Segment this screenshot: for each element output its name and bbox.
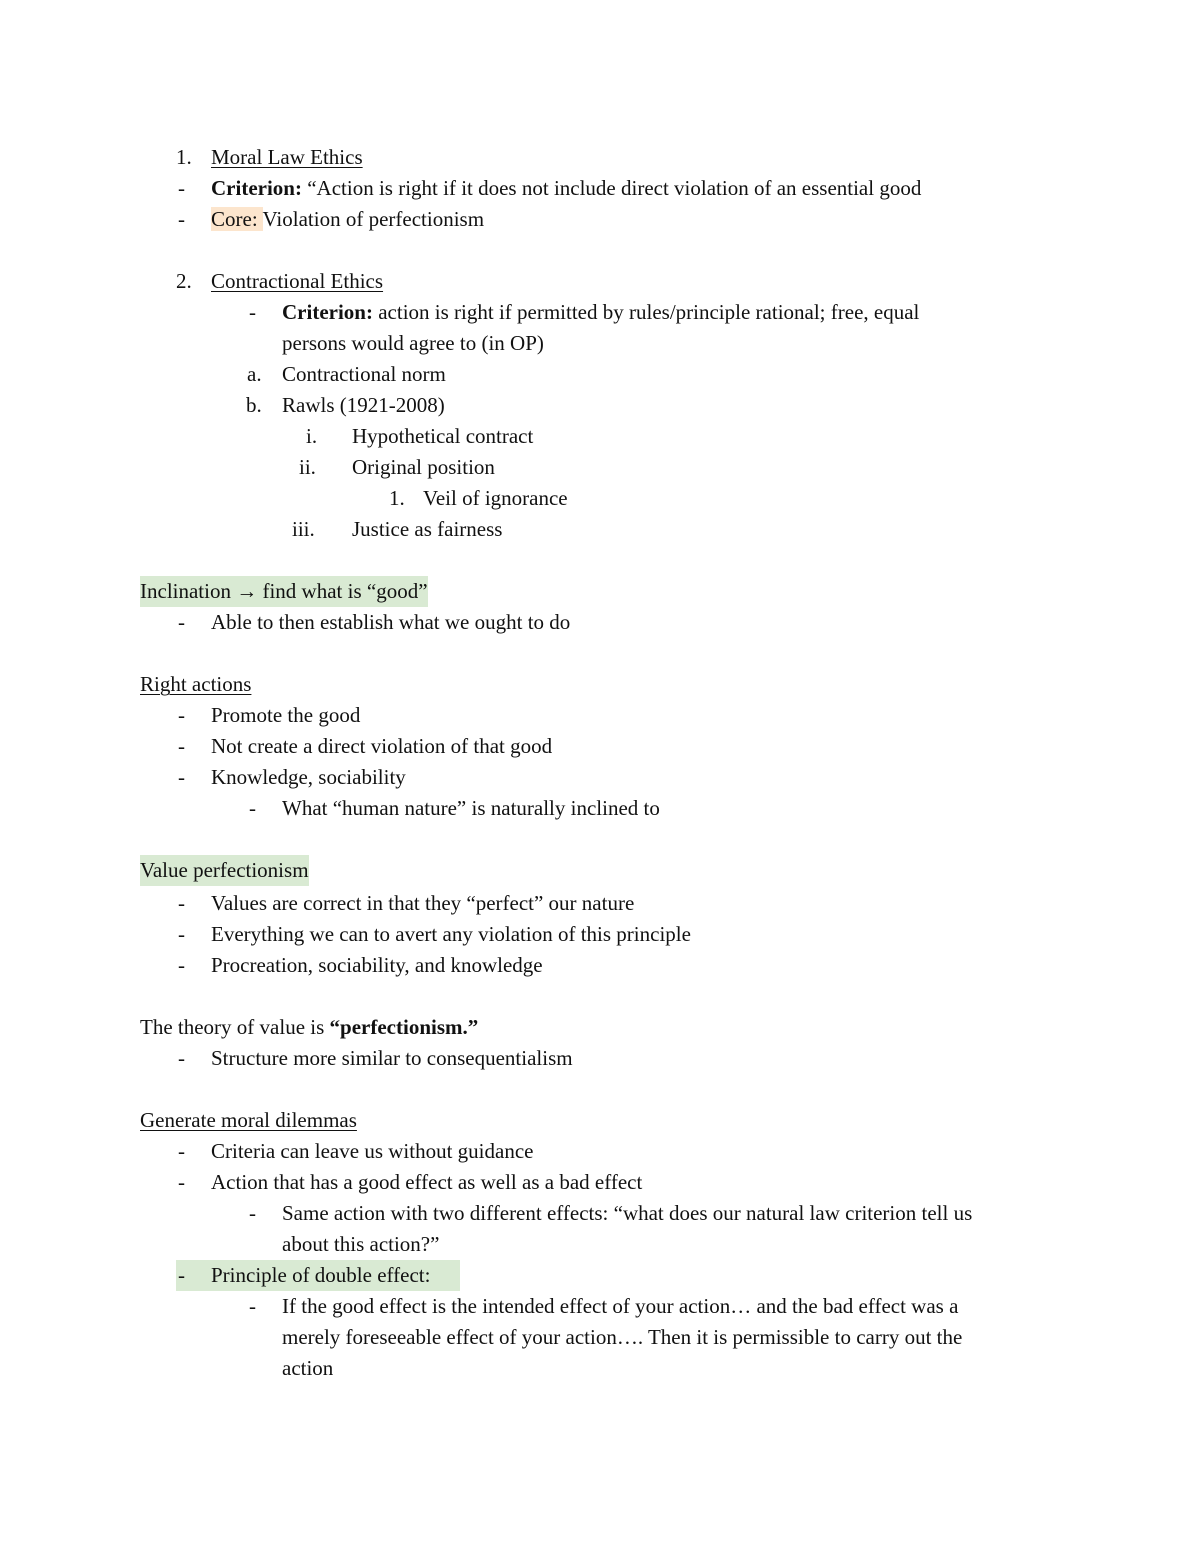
list-item (282, 297, 919, 328)
bullet-dash: - (178, 734, 185, 758)
list-marker: iii. (292, 517, 315, 541)
heading-generate-moral-dilemmas: Generate moral dilemmas (140, 1108, 357, 1132)
bullet-dash: - (249, 300, 256, 324)
list-item: Everything we can to avert any violation of this principle (211, 922, 691, 946)
bullet-dash: - (249, 1294, 256, 1318)
criterion-label: Criterion: (282, 300, 373, 324)
list-item: Not create a direct violation of that good (211, 734, 553, 758)
list-item: Criteria can leave us without guidance (211, 1139, 534, 1163)
list-item-continuation: persons would agree to (in OP) (282, 331, 544, 355)
list-marker: 1. (389, 486, 405, 510)
list-item: What “human nature” is naturally inclined to (282, 796, 660, 820)
list-item: Contractional norm (282, 362, 446, 386)
list-item-continuation: about this action?” (282, 1232, 440, 1256)
list-item: Original position (352, 455, 495, 479)
bullet-dash: - (178, 922, 185, 946)
criterion-text: action is right if permitted by rules/principle rational; free, equal (372, 300, 920, 324)
bullet-dash: - (178, 953, 185, 977)
section-heading-contractional-ethics: Contractional Ethics (211, 269, 384, 293)
bullet-dash: - (249, 1201, 256, 1225)
bullet-dash: - (178, 891, 185, 915)
bullet-dash: - (249, 796, 256, 820)
bullet-dash: - (178, 703, 185, 727)
list-item-principle-double-effect: Principle of double effect: (211, 1263, 431, 1287)
bullet-dash: - (178, 765, 185, 789)
bullet-dash: - (178, 1263, 185, 1287)
list-item: Values are correct in that they “perfect” our nature (211, 891, 635, 915)
list-marker: b. (246, 393, 262, 417)
list-marker: a. (247, 362, 262, 386)
list-item: If the good effect is the intended effect of your action… and the bad effect was a (282, 1294, 959, 1318)
list-item: Knowledge, sociability (211, 765, 406, 789)
list-item-continuation: action (282, 1356, 334, 1380)
list-number: 2. (176, 269, 192, 293)
list-marker: i. (306, 424, 318, 448)
criterion-text: “Action is right if it does not include direct violation of an essential good (301, 176, 922, 200)
list-item: Hypothetical contract (352, 424, 534, 448)
list-item: Promote the good (211, 703, 361, 727)
list-item (211, 204, 484, 235)
criterion-label: Criterion: (211, 176, 302, 200)
bullet-dash: - (178, 610, 185, 634)
bullet-dash: - (178, 207, 185, 231)
heading-right-actions: Right actions (140, 672, 252, 696)
list-item: Structure more similar to consequentialism (211, 1046, 573, 1070)
heading-value-perfectionism: Value perfectionism (140, 855, 309, 886)
list-number: 1. (176, 145, 192, 169)
bullet-dash: - (178, 1139, 185, 1163)
heading-inclination: Inclination → find what is “good” (140, 576, 428, 607)
core-text: Violation of perfectionism (262, 207, 485, 231)
theory-bold: “perfectionism.” (329, 1015, 479, 1039)
list-item: Procreation, sociability, and knowledge (211, 953, 543, 977)
list-item (211, 173, 921, 204)
list-item: Veil of ignorance (423, 486, 568, 510)
bullet-dash: - (178, 176, 185, 200)
list-item: Action that has a good effect as well as a bad effect (211, 1170, 643, 1194)
list-item: Same action with two different effects: “what does our natural law criterion tell us (282, 1201, 973, 1225)
theory-statement (140, 1012, 478, 1043)
list-marker: ii. (299, 455, 316, 479)
list-item: Justice as fairness (352, 517, 503, 541)
theory-text: The theory of value is (140, 1015, 330, 1039)
list-item: Rawls (1921-2008) (282, 393, 445, 417)
list-item-continuation: merely foreseeable effect of your action…. Then it is permissible to carry out the (282, 1325, 963, 1349)
bullet-dash: - (178, 1046, 185, 1070)
bullet-dash: - (178, 1170, 185, 1194)
section-heading-moral-law-ethics: Moral Law Ethics (211, 145, 363, 169)
list-item: Able to then establish what we ought to do (211, 610, 571, 634)
core-label: Core: (211, 207, 263, 231)
